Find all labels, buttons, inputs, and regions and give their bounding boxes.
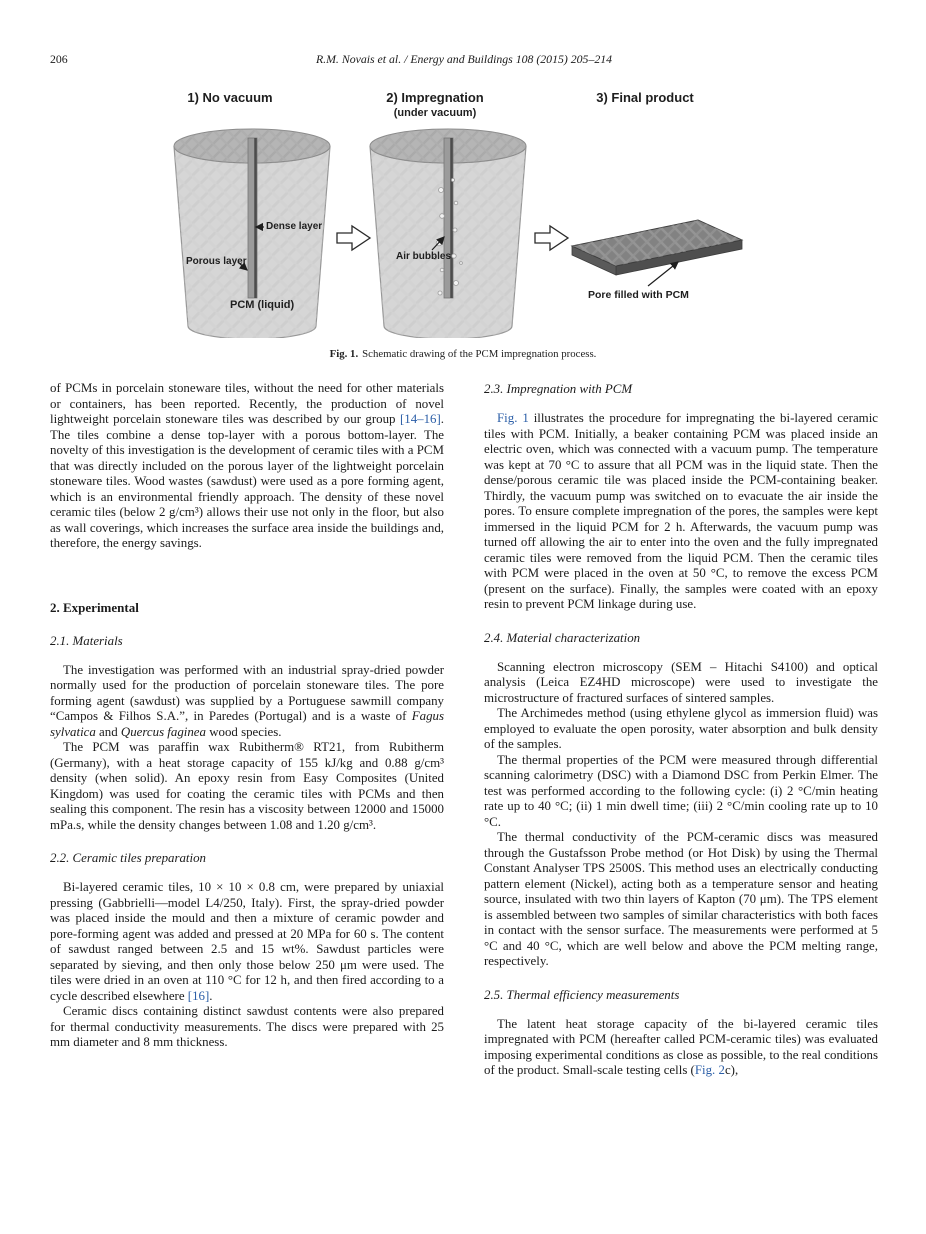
- body-columns: [50, 381, 878, 1079]
- paragraph-continuation: [50, 381, 444, 552]
- text-segment: wood species.: [205, 724, 282, 739]
- figure-label-pore-filled: Pore filled with PCM: [588, 289, 689, 301]
- citation-link[interactable]: [16]: [187, 988, 210, 1003]
- process-arrow-2: [535, 226, 568, 250]
- text-segment: . The tiles combine a dense top-layer with a porous bottom-layer. The novelty of this investigation is the development of ceramic tiles with a PCM that was directly included on the porous layer of the lightweight porcelain stoneware tiles. Wood wastes (sawdust) were used as a pore forming agent, which is an environmental friendly approach. The density of these novel ceramic tiles (below 2 g/cm³) allows their use not only in the floor, but also as wall coverings, which increases the surface area inside the buildings and, therefore, the energy savings.: [50, 412, 444, 550]
- section-2-2-heading: 2.2. Ceramic tiles preparation: [50, 851, 206, 865]
- running-head-citation: R.M. Novais et al. / Energy and Buildings 108 (2015) 205–214: [315, 52, 613, 66]
- final-product-tile: [572, 220, 742, 286]
- citation-link[interactable]: Fig. 1: [497, 411, 529, 425]
- running-head: [50, 52, 878, 68]
- figure-label-dense-layer: Dense layer: [266, 221, 323, 232]
- figure-caption: [80, 348, 846, 360]
- paragraph-preparation-1: [50, 880, 444, 1004]
- text-segment: c),: [724, 1063, 739, 1077]
- text-segment: The latent heat storage capacity of the bi-layered ceramic tiles impregnated with PCM (hereafter called PCM-ceramic tiles) was evaluated imposing experimental conditions as close as possible, to the real conditions of the product. Small-scale testing cells (: [484, 1016, 878, 1077]
- process-arrow-1: [337, 226, 370, 250]
- figure-label-porous-layer: Porous layer: [186, 256, 247, 267]
- paragraph-characterization-1: Scanning electron microscopy (SEM – Hitachi S4100) and optical analysis (Leica EZ4HD microscope) were used to investigate the microstructure of fractured surfaces of sintered samples.: [484, 659, 878, 705]
- paragraph-materials-2: The PCM was paraffin wax Rubitherm® RT21, from Rubitherm (Germany), with a heat storage capacity of 155 kJ/kg and 0.88 g/cm³ density (when solid). An epoxy resin from Easy Composites (United Kingdom) was used for coating the ceramic tiles with PCMs and then sealing this component. The resin has a viscosity between 12000 and 15000 mPa.s, while the density changes between 1.08 and 1.20 g/cm³.: [50, 740, 444, 832]
- text-segment: Quercus faginea: [120, 724, 206, 739]
- text-segment: illustrates the procedure for impregnating the bi-layered ceramic tiles with PCM. Initially, a beaker containing PCM was placed inside an electric oven, which was connected with a vacuum pump. The temperature was kept at 70 °C to assure that all PCM was in the liquid state. Then the dense/porous ceramic tile was placed inside the PCM-containing beaker. Thirdly, the vacuum pump was switched on to evacuate the air inside the pores. To ensure complete impregnation of the pores, the samples were kept immersed in the liquid PCM for 2 h. Afterwards, the vacuum pump was turned off allowing the air to enter into the oven and the fully impregnated ceramic tiles were removed from the liquid PCM. Then the ceramic tiles with PCM were placed in the oven at 50 °C, to remove the excess PCM (present on the surface). Finally, the samples were coated with an epoxy resin to prevent PCM linkage during use.: [484, 411, 878, 611]
- figure-step3-title: 3) Final product: [596, 90, 694, 105]
- text-segment: Fagus sylvatica: [50, 709, 444, 739]
- figure-label-air-bubbles: Air bubbles: [396, 251, 452, 262]
- figure-step1-title: 1) No vacuum: [187, 90, 273, 105]
- beaker-2: [370, 129, 526, 338]
- page-number: 206: [50, 52, 68, 66]
- paragraph-preparation-2: Ceramic discs containing distinct sawdust contents were also prepared for thermal conductivity measurements. The discs were prepared with 25 mm diameter and 8 mm thickness.: [50, 1004, 444, 1049]
- text-segment: and: [95, 724, 121, 739]
- figure1-illustration: [80, 88, 846, 338]
- text-segment: of PCMs in porcelain stoneware tiles, without the need for other materials or containers, has been reported. Recently, the production of novel lightweight porcelain stoneware tiles was described by our group: [50, 381, 444, 426]
- paragraph-impregnation-1: [484, 411, 878, 613]
- figure-caption-text: Schematic drawing of the PCM impregnation process.: [362, 348, 597, 360]
- citation-link[interactable]: Fig. 2: [694, 1063, 725, 1077]
- ceramic-tile-in-beaker-2: [444, 138, 453, 298]
- section-2-5-heading: 2.5. Thermal efficiency measurements: [484, 987, 680, 1002]
- section-2-1-heading: 2.1. Materials: [50, 633, 123, 648]
- section-2-3-heading: 2.3. Impregnation with PCM: [484, 382, 633, 396]
- right-column: [484, 381, 878, 1079]
- paragraph-materials-1: [50, 663, 444, 741]
- text-segment: .: [209, 988, 213, 1003]
- figure-step2-subtitle: (under vacuum): [393, 107, 477, 119]
- paragraph-characterization-4: The thermal conductivity of the PCM-ceramic discs was measured through the Gustafsson Probe method (or Hot Disk) by using the Thermal Constant Analyser TPS 2500S. This method uses an electrically conducting pattern element (Nickel), acting both as a temperature sensor and heating source, insulated with two thin layers of Kapton (70 μm). The TPS element is assembled between two samples of similar characteristics with both faces in contact with the sensor surface. The measurements were performed at 5 °C and 40 °C, which are well below and above the PCM melting range, respectively.: [484, 830, 878, 968]
- citation-link[interactable]: [14–16]: [399, 412, 441, 426]
- ceramic-tile-in-beaker-1: [248, 138, 257, 298]
- text-segment: The investigation was performed with an industrial spray-dried powder normally used for the production of porcelain stoneware tiles. The pore forming agent (sawdust) was supplied by a Portuguese sawmill company “Campos & Filhos S.A.”, in Paredes (Portugal) and is a waste of: [50, 662, 444, 723]
- figure-step2-title: 2) Impregnation: [386, 90, 484, 105]
- paragraph-characterization-3: The thermal properties of the PCM were measured through differential scanning calorimetry (DSC) with a Diamond DSC from Perkin Elmer. The test was performed according to the following cycle: (i) 2 °C/min heating rate up to 40 °C; (ii) 1 min dwell time; (iii) 2 °C/min cooling rate up to 10 °C.: [484, 752, 878, 829]
- section-2-heading: 2. Experimental: [50, 599, 139, 615]
- figure-caption-label: Fig. 1.: [329, 348, 359, 360]
- text-segment: Bi-layered ceramic tiles, 10 × 10 × 0.8 cm, were prepared by uniaxial pressing (Gabbrielli—model L4/250, Italy). First, the spray-dried powder was placed inside the mould and then a mixture of ceramic powder and pore-forming agent was added and pressed at 20 MPa for 60 s. The content of sawdust ranged between 2.5 and 15 wt%. Sawdust particles were separated by sieving, and then only those below 250 μm were used. The tiles were dried in an oven at 110 °C for 12 h, and then fired according to a cycle described elsewhere: [50, 880, 444, 1003]
- left-column: [50, 381, 444, 1079]
- figure-1: [80, 88, 846, 378]
- paragraph-characterization-2: The Archimedes method (using ethylene glycol as immersion fluid) was employed to evaluate the open porosity, water absorption and bulk density of the samples.: [484, 706, 878, 751]
- paragraph-thermal-1: [484, 1017, 878, 1079]
- figure-label-pcm-liquid: PCM (liquid): [230, 299, 295, 311]
- section-2-4-heading: 2.4. Material characterization: [484, 630, 641, 645]
